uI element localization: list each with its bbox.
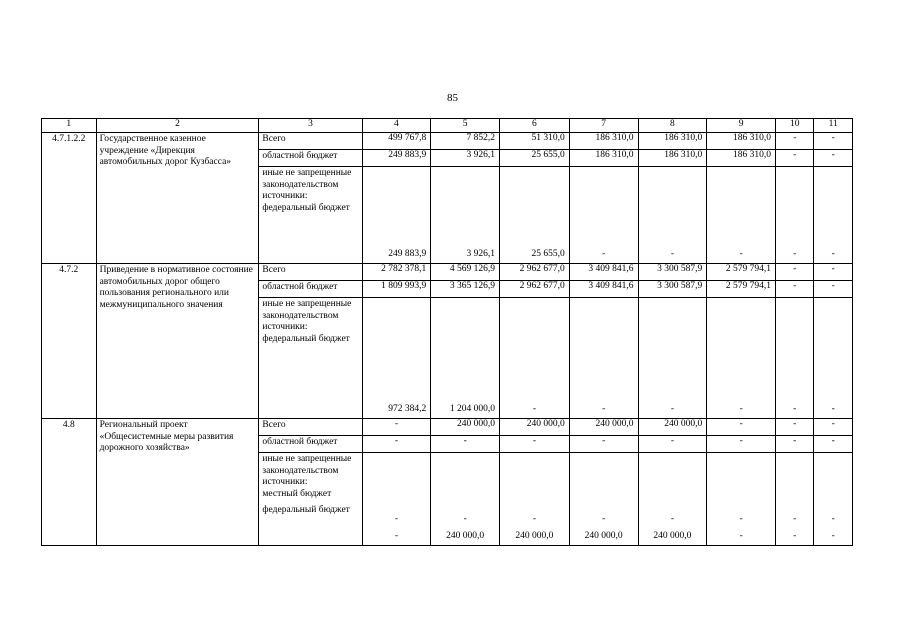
federal-value: 240 000,0 xyxy=(515,530,554,541)
table-row xyxy=(42,264,853,281)
value-cell xyxy=(431,453,500,546)
value-cell: - xyxy=(814,298,853,419)
table-row xyxy=(42,419,853,436)
value-cell: 3 300 587,9 xyxy=(638,281,707,298)
federal-value: - xyxy=(739,530,743,541)
value-cell: 3 926,1 xyxy=(431,167,500,264)
local-value: - xyxy=(831,514,835,524)
value-cell: 3 300 587,9 xyxy=(638,264,707,281)
column-number: 8 xyxy=(638,119,707,133)
funding-source: областной бюджет xyxy=(259,436,362,453)
local-value: - xyxy=(670,514,674,524)
local-value: - xyxy=(602,514,606,524)
value-cell: 7 852,2 xyxy=(431,133,500,150)
value-cell: - xyxy=(707,298,776,419)
funding-source: иные не запрещенные законодательством источники: федеральный бюджет xyxy=(259,298,362,419)
value-cell: - xyxy=(500,436,570,453)
value-cell: 51 310,0 xyxy=(500,133,570,150)
value-cell: 186 310,0 xyxy=(569,150,638,167)
value-cell xyxy=(362,453,431,546)
value-cell: - xyxy=(500,298,570,419)
value-cell: 1 204 000,0 xyxy=(431,298,500,419)
value-cell: 3 365 126,9 xyxy=(431,281,500,298)
value-cell: - xyxy=(814,264,853,281)
column-number: 11 xyxy=(814,119,853,133)
column-number: 4 xyxy=(362,119,431,133)
value-cell: 186 310,0 xyxy=(569,133,638,150)
value-cell: 186 310,0 xyxy=(707,133,776,150)
source-local-label: местный бюджет xyxy=(262,488,332,499)
federal-value: 240 000,0 xyxy=(584,530,623,541)
value-cell xyxy=(500,453,570,546)
value-cell: 25 655,0 xyxy=(500,150,570,167)
funding-source xyxy=(259,453,362,546)
value-cell: - xyxy=(776,133,814,150)
item-name: Государственное казенное учреждение «Дирекция автомобильных дорог Кузбасса» xyxy=(96,133,259,264)
value-cell: 3 409 841,6 xyxy=(569,264,638,281)
value-cell: 240 000,0 xyxy=(500,419,570,436)
federal-value: - xyxy=(831,530,835,541)
item-code: 4.8 xyxy=(42,419,97,546)
value-cell: 240 000,0 xyxy=(431,419,500,436)
federal-value: 240 000,0 xyxy=(653,530,692,541)
value-cell: - xyxy=(776,281,814,298)
table-row xyxy=(42,133,853,150)
value-cell: - xyxy=(638,298,707,419)
funding-source: Всего xyxy=(259,133,362,150)
value-cell: - xyxy=(638,436,707,453)
value-cell: - xyxy=(814,281,853,298)
value-cell: - xyxy=(814,436,853,453)
item-code: 4.7.2 xyxy=(42,264,97,419)
value-cell: - xyxy=(707,419,776,436)
item-name: Региональный проект «Общесистемные меры развития дорожного хозяйства» xyxy=(96,419,259,546)
value-cell: 25 655,0 xyxy=(500,167,570,264)
column-number: 2 xyxy=(96,119,259,133)
page-number: 85 xyxy=(447,92,458,104)
value-cell: - xyxy=(431,436,500,453)
local-value: - xyxy=(739,514,743,524)
value-cell: - xyxy=(776,436,814,453)
column-number: 9 xyxy=(707,119,776,133)
column-number: 10 xyxy=(776,119,814,133)
value-cell: - xyxy=(814,150,853,167)
column-number: 7 xyxy=(569,119,638,133)
funding-source: Всего xyxy=(259,264,362,281)
column-number: 5 xyxy=(431,119,500,133)
value-cell: - xyxy=(776,150,814,167)
value-cell: 2 579 794,1 xyxy=(707,281,776,298)
funding-source: областной бюджет xyxy=(259,150,362,167)
value-cell: 186 310,0 xyxy=(638,133,707,150)
funding-source: Всего xyxy=(259,419,362,436)
column-number: 3 xyxy=(259,119,362,133)
federal-value: - xyxy=(394,530,398,541)
value-cell: - xyxy=(776,264,814,281)
value-cell: - xyxy=(362,419,431,436)
value-cell xyxy=(707,453,776,546)
value-cell: 249 883,9 xyxy=(362,150,431,167)
value-cell: - xyxy=(569,436,638,453)
value-cell: 499 767,8 xyxy=(362,133,431,150)
value-cell: - xyxy=(638,167,707,264)
federal-value: 240 000,0 xyxy=(446,530,485,541)
value-cell: - xyxy=(707,167,776,264)
column-number: 6 xyxy=(500,119,570,133)
value-cell: 240 000,0 xyxy=(638,419,707,436)
local-value: - xyxy=(394,514,398,524)
value-cell: - xyxy=(814,167,853,264)
value-cell: 2 962 677,0 xyxy=(500,264,570,281)
value-cell: 240 000,0 xyxy=(569,419,638,436)
funding-source: иные не запрещенные законодательством источники: федеральный бюджет xyxy=(259,167,362,264)
value-cell: 972 384,2 xyxy=(362,298,431,419)
column-number: 1 xyxy=(42,119,97,133)
value-cell: 186 310,0 xyxy=(707,150,776,167)
value-cell xyxy=(814,453,853,546)
funding-source: областной бюджет xyxy=(259,281,362,298)
column-number-row xyxy=(42,119,853,133)
value-cell: - xyxy=(569,298,638,419)
source-intro: иные не запрещенные законодательством источники: xyxy=(262,454,352,487)
value-cell: 3 409 841,6 xyxy=(569,281,638,298)
value-cell: - xyxy=(814,419,853,436)
value-cell: 186 310,0 xyxy=(638,150,707,167)
value-cell: 2 579 794,1 xyxy=(707,264,776,281)
value-cell: - xyxy=(776,419,814,436)
value-cell xyxy=(776,453,814,546)
value-cell: - xyxy=(707,436,776,453)
value-cell: - xyxy=(776,298,814,419)
value-cell: 3 926,1 xyxy=(431,150,500,167)
local-value: - xyxy=(463,514,467,524)
value-cell xyxy=(569,453,638,546)
value-cell: 4 569 126,9 xyxy=(431,264,500,281)
value-cell: 2 782 378,1 xyxy=(362,264,431,281)
budget-table xyxy=(41,118,853,546)
local-value: - xyxy=(793,514,797,524)
value-cell: - xyxy=(362,436,431,453)
source-federal-label: федеральный бюджет xyxy=(262,505,350,515)
item-name: Приведение в нормативное состояние автомобильных дорог общего пользования регионального или межмуниципального значения xyxy=(96,264,259,419)
value-cell: - xyxy=(776,167,814,264)
value-cell: 2 962 677,0 xyxy=(500,281,570,298)
value-cell: - xyxy=(569,167,638,264)
item-code: 4.7.1.2.2 xyxy=(42,133,97,264)
federal-value: - xyxy=(793,530,797,541)
value-cell: 1 809 993,9 xyxy=(362,281,431,298)
local-value: - xyxy=(532,514,536,524)
value-cell: - xyxy=(814,133,853,150)
value-cell: 249 883,9 xyxy=(362,167,431,264)
value-cell xyxy=(638,453,707,546)
